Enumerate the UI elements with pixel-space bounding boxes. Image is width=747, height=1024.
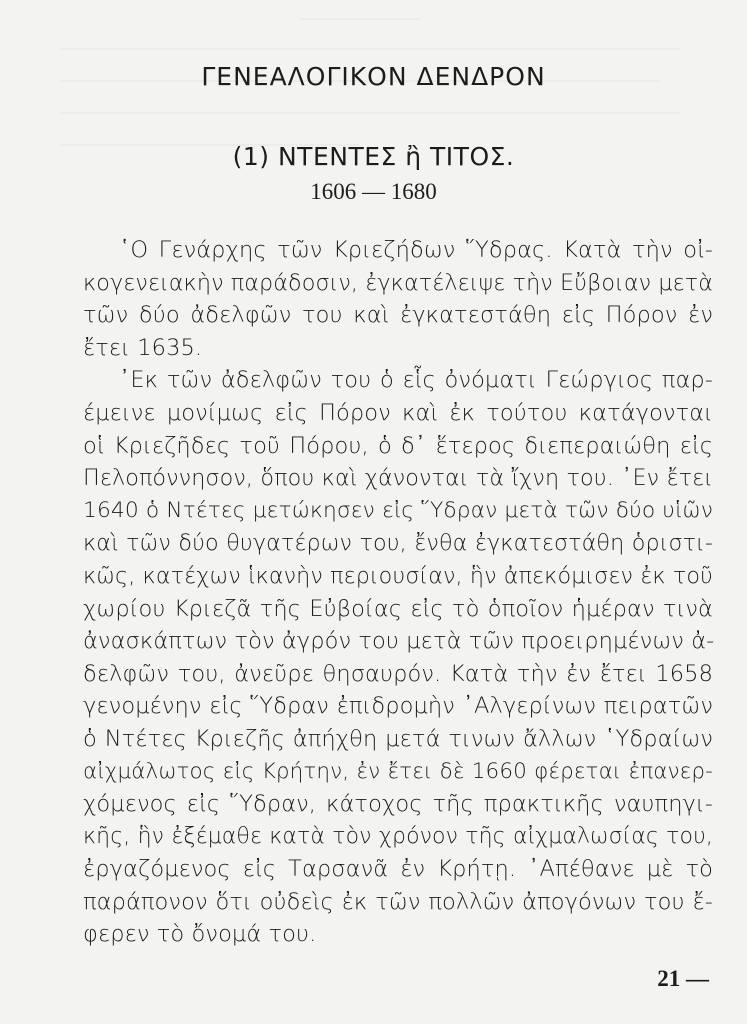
text-line: ἐργαζόμενος εἰς Ταρσανᾶ ἐν Κρήτῃ. ᾿Απέθανε μὲ τὸ: [83, 856, 713, 883]
text-line: φερεν τὸ ὄνομά του.: [83, 921, 317, 948]
text-line: ἀνασκάπτων τὸν ἀγρόν του μετὰ τῶν προειρημένων ἀ-: [83, 628, 715, 655]
text-line: κῆς, ἣν ἐξέμαθε κατὰ τὸν χρόνον τῆς αἰχμαλωσίας του,: [83, 823, 713, 849]
page-number: 21 —: [657, 966, 709, 991]
text-line: κογενειακὴν παράδοσιν, ἐγκατέλειψε τὴν Εὔβοιαν μετὰ: [83, 269, 713, 296]
text-line: γενομένην εἰς Ὕδραν ἐπιδρομὴν ᾿Αλγερίνων πειρατῶν: [83, 693, 713, 720]
text-line: καὶ τῶν δύο θυγατέρων του, ἔνθα ἐγκατεστάθη ὁριστι-: [83, 530, 713, 557]
entry-heading: (1) ΝΤΕΝΤΕΣ ἢ ΤΙΤΟΣ.: [232, 142, 515, 171]
text-line: έμεινε μονίμως εἰς Πόρον καὶ ἐκ τούτου κατάγονται: [83, 399, 713, 426]
text-line: παράπονον ὅτι οὐδεὶς ἐκ τῶν πολλῶν ἀπογόνων του ἔ-: [83, 888, 713, 915]
text-line: δελφῶν του, ἀνεῦρε θησαυρόν. Κατὰ τὴν ἐν ἔτει 1658: [83, 660, 713, 687]
text-line: τῶν δύο ἀδελφῶν του καὶ ἐγκατεστάθη εἰς Πόρον ἐν: [83, 302, 713, 329]
text-line: χόμενος εἰς Ὕδραν, κάτοχος τῆς πρακτικῆς ναυπηγι-: [83, 791, 713, 818]
text-line: Πελοπόννησον, ὅπου καὶ χάνονται τὰ ἴχνη του. ᾿Εν ἔτει: [83, 465, 713, 492]
text-line: ὁ Ντέτες Κριεζῆς ἀπήχθη μετά τινων ἄλλων ῾Υδραίων: [83, 725, 713, 752]
text-line: χωρίου Κριεζᾶ τῆς Εὐβοίας εἰς τὸ ὁποῖον ἡμέραν τινὰ: [83, 595, 713, 622]
text-line: ᾿Εκ τῶν ἀδελφῶν του ὁ εἷς ὀνόματι Γεώργιος παρ-: [119, 367, 713, 394]
text-line: 1640 ὁ Ντέτες μετώκησεν εἰς Ὕδραν μετὰ τῶν δύο υἱῶν: [83, 497, 713, 523]
entry-dates: 1606 — 1680: [310, 179, 437, 204]
page-title: ΓΕΝΕΑΛΟΓΙΚΟΝ ΔΕΝΔΡΟΝ: [201, 62, 546, 91]
text-line: ἔτει 1635.: [83, 334, 203, 361]
text-line: αἰχμάλωτος εἰς Κρήτην, ἐν ἔτει δὲ 1660 φέρεται ἐπανερ-: [83, 758, 713, 784]
text-line: οἱ Κριεζῆδες τοῦ Πόρου, ὁ δ᾿ ἕτερος διεπεραιώθη εἰς: [83, 432, 713, 459]
text-line: ῾Ο Γενάρχης τῶν Κριεζήδων Ὕδρας. Κατὰ τὴν οἰ-: [119, 237, 713, 263]
text-line: κῶς, κατέχων ἱκανὴν περιουσίαν, ἣν ἀπεκόμισεν ἐκ τοῦ: [83, 562, 714, 589]
body-text: [83, 234, 713, 951]
